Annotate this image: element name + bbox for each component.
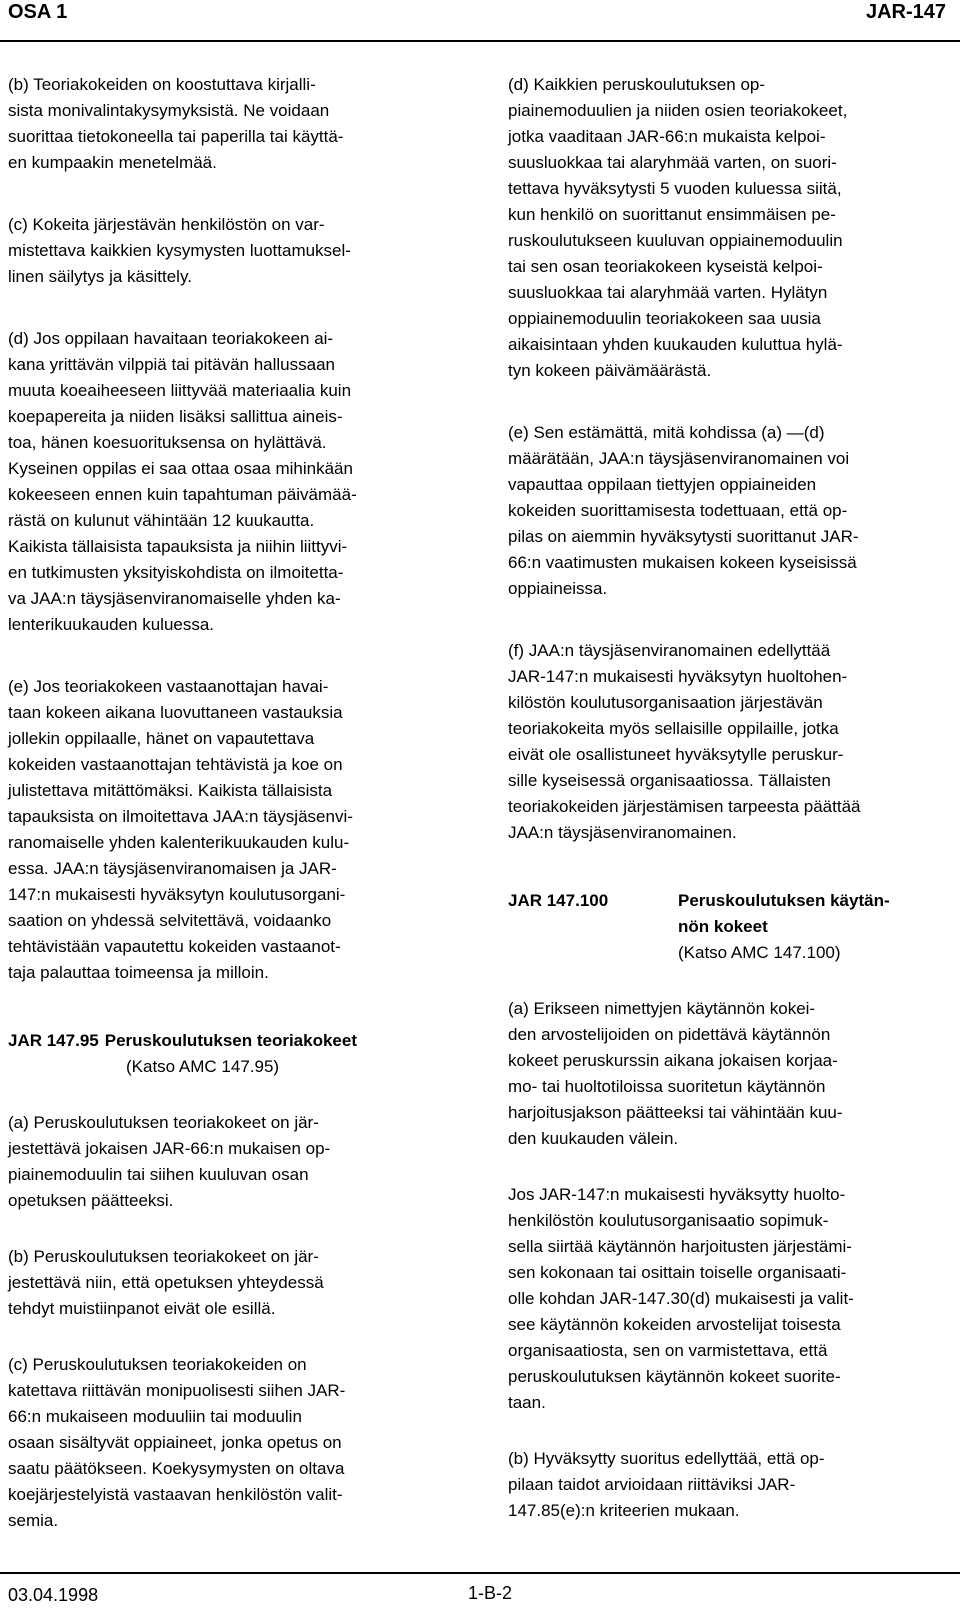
section-reference: (Katso AMC 147.100) bbox=[678, 943, 841, 962]
footer-rule bbox=[0, 1572, 960, 1574]
paragraph-100-subcontract: Jos JAR-147:n mukaisesti hyväksytty huolto- henkilöstön koulutusorganisaatio sopimuk- sella siirtää käytännön harjoitusten järjestämi- sen kokonaan tai osittain toiselle organisaati- olle kohdan JAR-147.30(d) mukaisesti ja valit- see käytännön kokeiden arvostelijat toisesta organisaatiosta, sen on varmistettava, että peruskoulutuksen käytännön kokeet suorite- taan. bbox=[508, 1185, 854, 1412]
page-number: 1-B-2 bbox=[468, 1583, 513, 1603]
paragraph-e-invigilator: (e) Jos teoriakokeen vastaanottajan havai- taan kokeen aikana luovuttaneen vastauksia jollekin oppilaalle, hänet on vapautettava kokeiden vastaanottajan tehtävistä ja koe on julistettava mitättömäksi. Kaikista tällaisista tapauksista on ilmoitettava JAA:n täysjäsenvi- ranomaiselle yhden kalenterikuukauden kulu- essa. JAA:n täysjäsenviranomaisen ja JAR- 147:n mukaisesti hyväksytyn koulutusorgani- saation on yhdessä selvitettävä, voidaanko tehtävistään vapautettu kokeiden vastaanot- taja palauttaa toimeensa ja milloin. bbox=[8, 677, 353, 982]
paragraph-d-cheating: (d) Jos oppilaan havaitaan teoriakokeen ai- kana yrittävän vilppiä tai pitävän hallussaan muuta koeaiheeseen liittyvää materiaalia kuin koepapereita ja niiden lisäksi sallittua aineis- toa, hänen koesuorituksensa on hylättävä. Kyseinen oppilas ei saa ottaa osaa mihinkään kokeeseen ennen kuin tapahtuman päivämää- rästä on kulunut vähintään 12 kuukautta. Kaikista tällaisista tapauksista ja niihin liittyvi- en tutkimusten yksityiskohdista on ilmoitetta- va JAA:n täysjäsenviranomaiselle yhden ka- lenterikuukauden kuluessa. bbox=[8, 329, 357, 634]
paragraph-d-time-limit: (d) Kaikkien peruskoulutuksen op- piainemoduulien ja niiden osien teoriakokeet, jotka vaaditaan JAR-66:n mukaista kelpoi- suusluokkaa tai alaryhmää varten, on suori- tettava hyväksytysti 5 vuoden kuluessa siitä, kun henkilö on suorittanut ensimmäisen pe- ruskoulutukseen kuuluvan oppiainemoduulin tai sen osan teoriakokeen kyseistä kelpoi- suusluokkaa tai alaryhmää varten. Hylätyn oppiainemoduulin teoriakokeen saa uusia aikaisintaan yhden kuukauden kuluttua hylä- tyn kokeen päivämäärästä. bbox=[508, 75, 848, 380]
section-number: JAR 147.100 bbox=[508, 891, 609, 910]
paragraph-e-exemption: (e) Sen estämättä, mitä kohdissa (a) —(d) määrätään, JAA:n täysjäsenviranomainen voi vapauttaa oppilaan tiettyjen oppiaineiden kokeiden suorittamisesta todettuaan, että op- pilas on aiemmin hyväksytysti suorittanut JAR- 66:n vaatimusten mukaisen kokeen kyseisissä oppiaineissa. bbox=[508, 423, 859, 598]
document-code: JAR-147 bbox=[865, 1, 946, 23]
paragraph-c-confidentiality: (c) Kokeita järjestävän henkilöstön on var- mistettava kaikkien kysymysten luottamuksel- linen säilytys ja käsittely. bbox=[8, 215, 351, 286]
paragraph-95-b: (b) Peruskoulutuksen teoriakokeet on jär- jestettävä niin, että opetuksen yhteydessä tehdyt muistiinpanot eivät ole esillä. bbox=[8, 1247, 324, 1318]
section-reference: (Katso AMC 147.95) bbox=[126, 1057, 280, 1076]
right-column bbox=[508, 72, 938, 1554]
paragraph-100-a: (a) Erikseen nimettyjen käytännön kokei- den arvostelijoiden on pidettävä käytännön kokeet peruskurssin aikana jokaisen korjaa- mo- tai huoltotiloissa suoritetun käytännön harjoitusjakson päätteeksi tai vähintään kuu- den kuukauden välein. bbox=[508, 999, 843, 1148]
paragraph-f-external-students: (f) JAA:n täysjäsenviranomainen edellyttää JAR-147:n mukaisesti hyväksytyn huoltohen- kilöstön koulutusorganisaation järjestävän teoriakokeita myös sellaisille oppilaille, jotka eivät ole osallistuneet hyväksytylle peruskur- sille kyseisessä organisaatiossa. Tällaisten teoriakokeiden järjestämisen tarpeesta päättää JAA:n täysjäsenviranomainen. bbox=[508, 641, 861, 842]
paragraph-100-b: (b) Hyväksytty suoritus edellyttää, että op- pilaan taidot arvioidaan riittäviksi JAR- 147.85(e):n kriteerien mukaan. bbox=[508, 1449, 825, 1520]
paragraph-95-c: (c) Peruskoulutuksen teoriakokeiden on katettava riittävän monipuolisesti siihen JAR- 66:n mukaiseen moduuliin tai moduulin osaan sisältyvät oppiaineet, jonka opetus on saatu päätökseen. Koekysymysten on oltava koejärjestelyistä vastaavan henkilöstön valit- semia. bbox=[8, 1355, 346, 1530]
section-title: Peruskoulutuksen teoriakokeet bbox=[104, 1031, 357, 1050]
part-label: OSA 1 bbox=[8, 1, 68, 23]
left-column bbox=[8, 72, 438, 1564]
header-rule bbox=[0, 40, 960, 42]
section-heading-147-95 bbox=[8, 1028, 438, 1080]
page-footer bbox=[0, 1570, 960, 1609]
footer-date: 03.04.1998 bbox=[8, 1585, 99, 1605]
section-title: Peruskoulutuksen käytän- nön kokeet bbox=[678, 891, 890, 936]
page-header bbox=[0, 0, 960, 52]
paragraph-b-question-format: (b) Teoriakokeiden on koostuttava kirjalli- sista monivalintakysymyksistä. Ne voidaan suorittaa tietokoneella tai paperilla tai käyttä- en kumpaakin menetelmää. bbox=[8, 75, 344, 172]
paragraph-95-a: (a) Peruskoulutuksen teoriakokeet on jär- jestettävä jokaisen JAR-66:n mukaisen op- piainemoduulin tai siihen kuuluvan osan opetuksen päätteeksi. bbox=[8, 1113, 331, 1210]
section-heading-147-100 bbox=[508, 888, 938, 966]
section-number: JAR 147.95 bbox=[8, 1031, 99, 1050]
